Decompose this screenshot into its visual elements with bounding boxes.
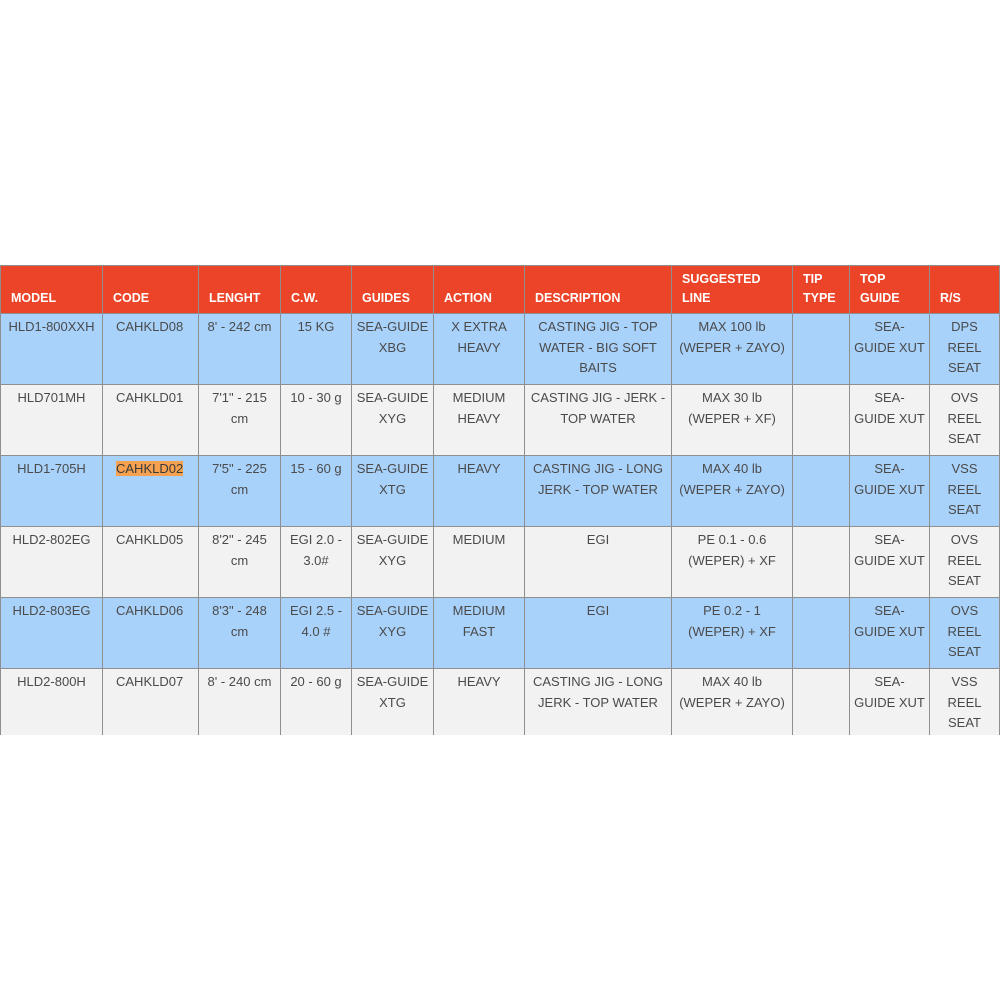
cell-model: HLD2-802EG [1, 527, 103, 598]
header-guides: GUIDES [352, 266, 434, 314]
header-tip-type: TIP TYPE [793, 266, 850, 314]
cell-model: HLD1-705H [1, 456, 103, 527]
cell-top-guide: SEA-GUIDE XUT [850, 598, 930, 669]
table-header-row [1, 266, 1000, 314]
cell-guides: SEA-GUIDE XYG [352, 385, 434, 456]
cell-description: EGI [525, 598, 672, 669]
cell-top-guide: SEA-GUIDE XUT [850, 385, 930, 456]
table-row [1, 456, 1000, 527]
cell-cw: EGI 2.5 - 4.0 # [281, 598, 352, 669]
cell-description: CASTING JIG - LONG JERK - TOP WATER [525, 456, 672, 527]
header-top-guide: TOP GUIDE [850, 266, 930, 314]
cell-rs: DPS REEL SEAT [930, 314, 1000, 385]
cell-rs: VSS REEL SEAT [930, 456, 1000, 527]
cell-guides: SEA-GUIDE XYG [352, 527, 434, 598]
cell-length: 8' - 242 cm [199, 314, 281, 385]
cell-tip-type [793, 527, 850, 598]
cell-length: 8' - 240 cm [199, 669, 281, 735]
cell-code: CAHKLD01 [103, 385, 199, 456]
cell-top-guide: SEA-GUIDE XUT [850, 669, 930, 735]
table-row [1, 385, 1000, 456]
cell-rs: OVS REEL SEAT [930, 598, 1000, 669]
cell-cw: EGI 2.0 - 3.0# [281, 527, 352, 598]
cell-description: CASTING JIG - LONG JERK - TOP WATER [525, 669, 672, 735]
cell-tip-type [793, 669, 850, 735]
cell-suggested-line: PE 0.1 - 0.6 (WEPER) + XF [672, 527, 793, 598]
header-code: CODE [103, 266, 199, 314]
cell-code: CAHKLD07 [103, 669, 199, 735]
cell-suggested-line: PE 0.2 - 1 (WEPER) + XF [672, 598, 793, 669]
cell-tip-type [793, 598, 850, 669]
cell-rs: OVS REEL SEAT [930, 385, 1000, 456]
cell-suggested-line: MAX 40 lb (WEPER + ZAYO) [672, 456, 793, 527]
cell-action: X EXTRA HEAVY [434, 314, 525, 385]
cell-action: HEAVY [434, 456, 525, 527]
cell-top-guide: SEA-GUIDE XUT [850, 456, 930, 527]
cell-rs: VSS REEL SEAT [930, 669, 1000, 735]
cell-tip-type [793, 314, 850, 385]
header-description: DESCRIPTION [525, 266, 672, 314]
cell-guides: SEA-GUIDE XYG [352, 598, 434, 669]
cell-model: HLD2-803EG [1, 598, 103, 669]
cell-length: 8'2" - 245 cm [199, 527, 281, 598]
header-suggested-line: SUGGESTED LINE [672, 266, 793, 314]
cell-top-guide: SEA-GUIDE XUT [850, 527, 930, 598]
cell-length: 7'5" - 225 cm [199, 456, 281, 527]
table-row [1, 669, 1000, 735]
cell-action: HEAVY [434, 669, 525, 735]
cell-cw: 15 KG [281, 314, 352, 385]
header-rs: R/S [930, 266, 1000, 314]
cell-tip-type [793, 456, 850, 527]
header-model: MODEL [1, 266, 103, 314]
cell-guides: SEA-GUIDE XTG [352, 456, 434, 527]
cell-cw: 15 - 60 g [281, 456, 352, 527]
header-action: ACTION [434, 266, 525, 314]
table-row [1, 527, 1000, 598]
table-row [1, 314, 1000, 385]
cell-description: CASTING JIG - JERK - TOP WATER [525, 385, 672, 456]
cell-cw: 20 - 60 g [281, 669, 352, 735]
cell-suggested-line: MAX 100 lb (WEPER + ZAYO) [672, 314, 793, 385]
rod-spec-table [0, 265, 1000, 735]
cell-top-guide: SEA-GUIDE XUT [850, 314, 930, 385]
cell-suggested-line: MAX 40 lb (WEPER + ZAYO) [672, 669, 793, 735]
cell-guides: SEA-GUIDE XTG [352, 669, 434, 735]
cell-code: CAHKLD05 [103, 527, 199, 598]
cell-cw: 10 - 30 g [281, 385, 352, 456]
cell-suggested-line: MAX 30 lb (WEPER + XF) [672, 385, 793, 456]
cell-action: MEDIUM HEAVY [434, 385, 525, 456]
cell-code: CAHKLD08 [103, 314, 199, 385]
cell-rs: OVS REEL SEAT [930, 527, 1000, 598]
cell-description: CASTING JIG - TOP WATER - BIG SOFT BAITS [525, 314, 672, 385]
cell-code [103, 456, 199, 527]
header-cw: C.W. [281, 266, 352, 314]
cell-action: MEDIUM [434, 527, 525, 598]
cell-length: 7'1" - 215 cm [199, 385, 281, 456]
cell-description: EGI [525, 527, 672, 598]
cell-model: HLD701MH [1, 385, 103, 456]
cell-action: MEDIUM FAST [434, 598, 525, 669]
highlighted-code: CAHKLD02 [116, 461, 184, 476]
cell-model: HLD2-800H [1, 669, 103, 735]
header-length: LENGHT [199, 266, 281, 314]
cell-model: HLD1-800XXH [1, 314, 103, 385]
table-row [1, 598, 1000, 669]
cell-guides: SEA-GUIDE XBG [352, 314, 434, 385]
cell-tip-type [793, 385, 850, 456]
cell-length: 8'3" - 248 cm [199, 598, 281, 669]
cell-code: CAHKLD06 [103, 598, 199, 669]
